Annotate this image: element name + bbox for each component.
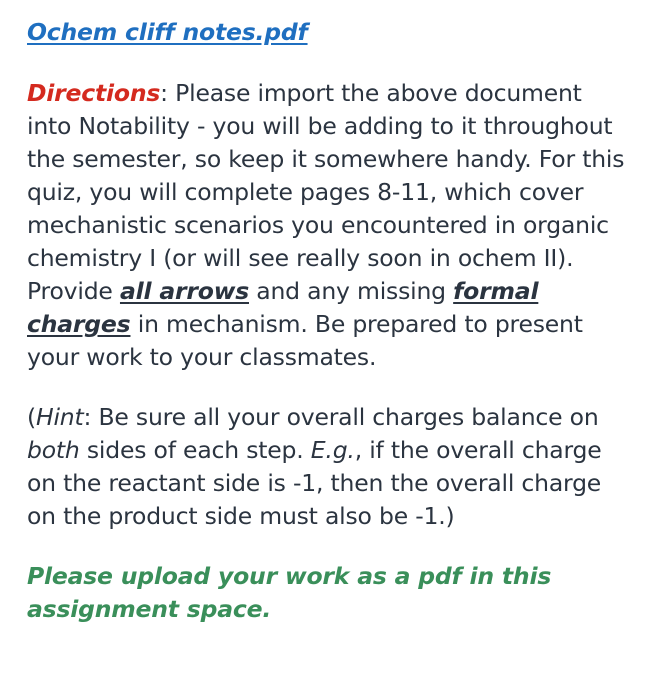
directions-label: Directions xyxy=(27,79,161,107)
all-arrows-emphasis: all arrows xyxy=(119,277,249,305)
hint-text-2: sides of each step. xyxy=(79,436,311,464)
directions-paragraph xyxy=(27,77,627,374)
directions-text-2: and any missing xyxy=(249,277,454,305)
directions-text-3: in mechanism. Be prepared to present your work to your classmates. xyxy=(27,310,583,371)
hint-text-1: : Be sure all your overall charges balance on xyxy=(83,403,599,431)
hint-both: both xyxy=(27,436,80,464)
hint-open-paren: ( xyxy=(27,403,36,431)
hint-eg: E.g. xyxy=(310,436,355,464)
hint-text-3: , if the overall charge on the reactant side is -1, then the overall charge on the product side must also be -1.) xyxy=(27,436,602,530)
assignment-content xyxy=(27,16,627,626)
directions-text-1: Please import the above document into Notability - you will be adding to it throughout the semester, so keep it somewhere handy. For this quiz, you will complete pages 8-11, which cover mechanistic scenarios you encountered in organic chemistry I (or will see really soon in ochem II). Provide xyxy=(27,79,625,305)
directions-colon: : xyxy=(160,79,168,107)
formal-charges-emphasis: formal charges xyxy=(27,277,539,338)
hint-paragraph xyxy=(27,401,627,533)
hint-label: Hint xyxy=(35,403,84,431)
document-link[interactable]: Ochem cliff notes.pdf xyxy=(27,18,308,46)
upload-note: Please upload your work as a pdf in this assignment space. xyxy=(27,562,552,623)
